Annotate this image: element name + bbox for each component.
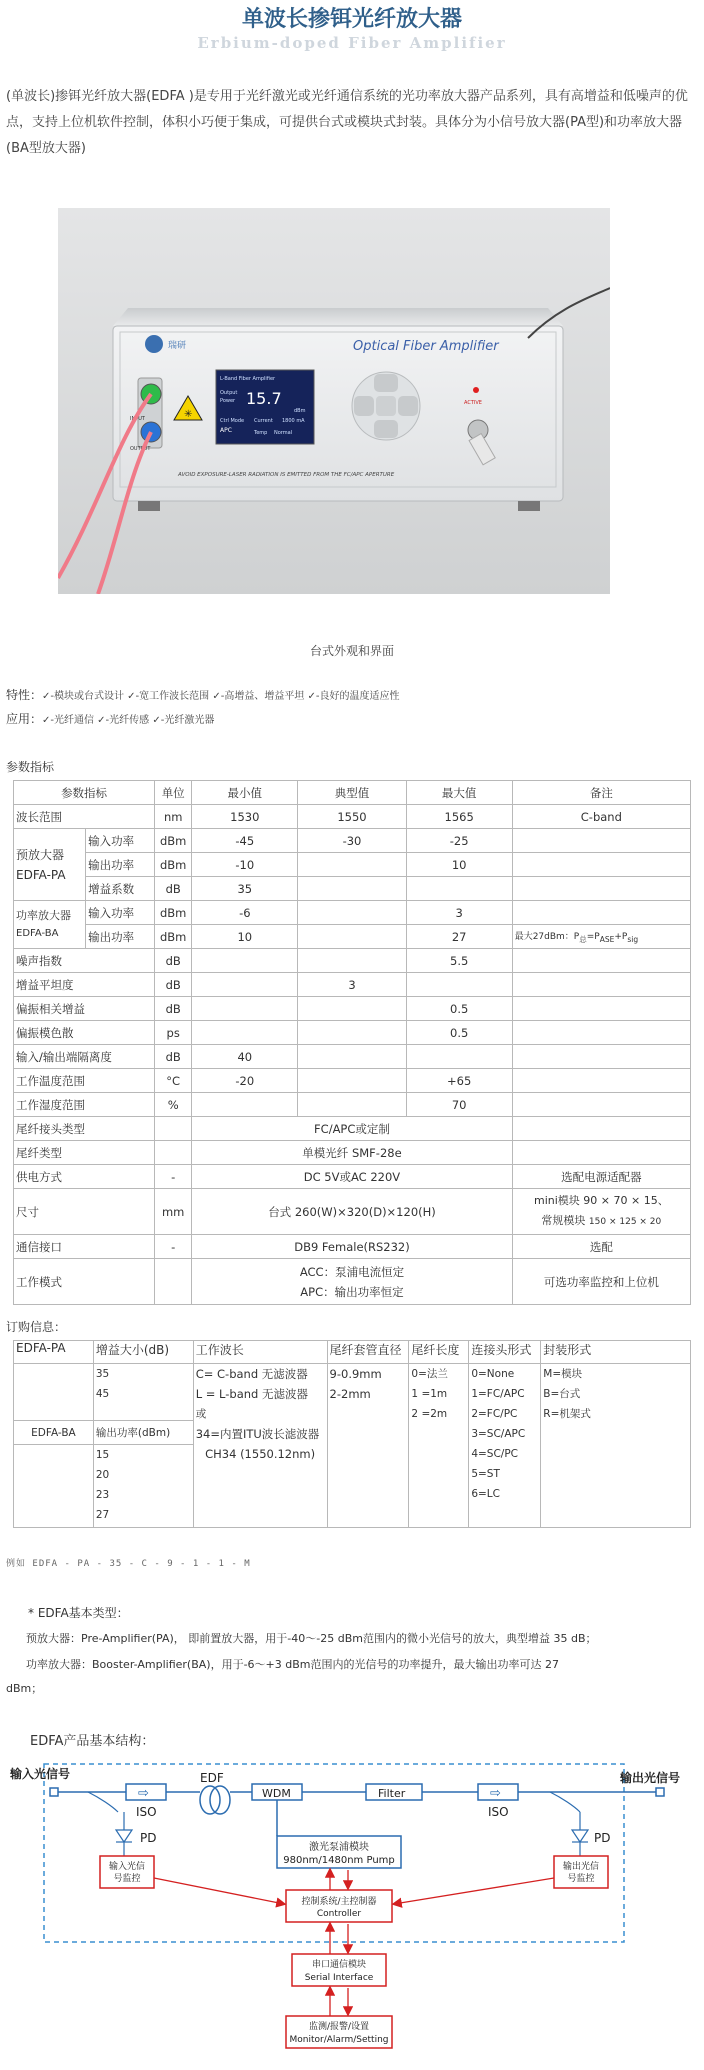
types-title: * EDFA基本类型：	[28, 1606, 129, 1620]
svg-text:⇨: ⇨	[490, 1786, 501, 1801]
table-row: 噪声指数 dB 5.5	[14, 949, 691, 973]
laser-warning: AVOID EXPOSURE-LASER RADIATION IS EMITTED FROM THE FC/APC APERTURE	[178, 472, 395, 478]
page-title: 单波长掺铒光纤放大器	[241, 7, 462, 32]
svg-text:Filter: Filter	[378, 1787, 406, 1800]
ba-power-note: 最大27dBm：$P_总=P_{ASE}+P_{sig}$	[512, 925, 690, 949]
svg-text:输入光信: 输入光信	[108, 1862, 146, 1872]
svg-text:⇨: ⇨	[138, 1786, 149, 1801]
port-out-label: OUTPUT	[130, 446, 151, 452]
svg-text:✳: ✳	[184, 409, 193, 420]
table-row: 波长范围 nm 1530 1550 1565 C-band	[14, 805, 691, 829]
page-subtitle: Erbium-doped Fiber Amplifier	[197, 34, 507, 52]
order-table	[13, 1340, 691, 1528]
svg-text:Current: Current	[254, 418, 273, 424]
svg-text:L-Band Fiber Amplifier: L-Band Fiber Amplifier	[220, 376, 276, 382]
table-row: 增益系数 dB 35	[14, 877, 691, 901]
product-photo	[58, 208, 610, 594]
order-example: 例如 EDFA - PA - 35 - C - 9 - 1 - 1 - M	[6, 1559, 251, 1569]
edfa-structure-diagram	[0, 1754, 704, 2070]
spec-section-title: 参数指标	[6, 760, 55, 774]
pa-description: 预放大器：Pre-Amplifier(PA)， 即前置放大器，用于-40～-25 dBm范围内的微小光信号的放大，典型增益 35 dB；	[26, 1632, 597, 1645]
table-row: EDFA-BA 输出功率(dBm)	[14, 1421, 691, 1445]
svg-text:号监控: 号监控	[113, 1874, 141, 1884]
table-row: 通信接口 - DB9 Female(RS232) 选配	[14, 1235, 691, 1259]
intro-paragraph: (单波长)掺铒光纤放大器(EDFA )是专用于光纤激光或光纤通信系统的光功率放大器产品系列，具有高增益和低噪声的优点，支持上位机软件控制，体积小巧便于集成，可提供台式或模块式封装。具体分为小信号放大器(PA型)和功率放大器(BA型放大器)	[6, 89, 688, 156]
table-row: EDFA-PA 增益大小(dB) 工作波长 尾纤套管直径 尾纤长度 连接头形式 封装形式	[14, 1341, 691, 1364]
photo-caption: 台式外观和界面	[309, 644, 394, 658]
table-row: 15 20 23 27	[14, 1445, 691, 1528]
structure-title: EDFA产品基本结构：	[30, 1734, 155, 1749]
port-in-label: INPUT	[130, 416, 145, 422]
svg-text:串口通信模块: 串口通信模块	[311, 1960, 367, 1970]
table-row: 参数指标 单位 最小值 典型值 最大值 备注	[14, 781, 691, 805]
table-row: 偏振模色散 ps 0.5	[14, 1021, 691, 1045]
svg-text:EDF: EDF	[200, 1771, 224, 1785]
table-row: 工作温度范围 °C -20 +65	[14, 1069, 691, 1093]
svg-text:控制系统/主控制器: 控制系统/主控制器	[301, 1897, 377, 1907]
svg-text:ISO: ISO	[488, 1805, 509, 1819]
svg-text:ISO: ISO	[136, 1805, 157, 1819]
table-row: 工作模式 ACC：泵浦电流恒定 APC：输出功率恒定 可选功率监控和上位机	[14, 1259, 691, 1305]
product-name: Optical Fiber Amplifier	[353, 339, 499, 354]
svg-text:PD: PD	[140, 1831, 157, 1845]
svg-text:激光泵浦模块: 激光泵浦模块	[309, 1842, 369, 1853]
table-row: 输出功率 dBm 10 27 最大27dBm：$P_总=P_{ASE}+P_{sig}$	[14, 925, 691, 949]
lcd-power-value: 15.7	[246, 389, 282, 408]
table-row: 尺寸 mm 台式 260(W)×320(D)×120(H) mini模块 90 × 70 × 15、 常规模块 150 × 125 × 20	[14, 1189, 691, 1235]
svg-text:监测/报警/设置: 监测/报警/设置	[308, 2022, 370, 2032]
applications-line: 应用：✓-光纤通信 ✓-光纤传感 ✓-光纤激光器	[6, 712, 215, 726]
svg-text:WDM: WDM	[262, 1787, 291, 1800]
svg-text:980nm/1480nm Pump: 980nm/1480nm Pump	[283, 1855, 395, 1866]
table-row: 输出功率 dBm -10 10	[14, 853, 691, 877]
table-row: 尾纤接头类型 FC/APC或定制	[14, 1117, 691, 1141]
svg-text:Temp: Temp	[254, 430, 268, 436]
table-row: 预放大器 EDFA-PA 输入功率 dBm -45 -30 -25	[14, 829, 691, 853]
input-signal-label: 输入光信号	[10, 1767, 71, 1781]
svg-text:Output: Output	[220, 390, 238, 396]
active-led-label: ACTIVE	[464, 400, 482, 406]
svg-text:Serial Interface: Serial Interface	[304, 1973, 374, 1983]
table-row: 偏振相关增益 dB 0.5	[14, 997, 691, 1021]
table-row: 工作湿度范围 % 70	[14, 1093, 691, 1117]
svg-text:Normal: Normal	[274, 430, 293, 436]
table-row: 35 45 C= C-band 无滤波器 L = L-band 无滤波器 或 34=内置ITU波长滤波器 CH34 (1550.12nm) 9-0.9mm 2-2mm 0=法兰 1 =1m 2 =2m 0=None 1=FC/APC 2=FC/PC 3=SC/APC 4=SC/PC 5=ST 6=LC M=模块 B=台式 R=机架式	[14, 1364, 691, 1421]
output-signal-label: 输出光信号	[620, 1771, 681, 1785]
svg-text:输出光信: 输出光信	[562, 1862, 600, 1872]
direction-keypad[interactable]	[352, 372, 420, 440]
svg-text:dBm: dBm	[294, 408, 306, 414]
order-section-title: 订购信息：	[6, 1320, 67, 1334]
brand-logo: 瑞研	[168, 341, 187, 351]
svg-text:Ctrl Mode: Ctrl Mode	[220, 418, 245, 424]
table-row: 尾纤类型 单模光纤 SMF-28e	[14, 1141, 691, 1165]
table-row: 增益平坦度 dB 3	[14, 973, 691, 997]
table-row: 功率放大器 EDFA-BA 输入功率 dBm -6 3	[14, 901, 691, 925]
svg-text:PD: PD	[594, 1831, 611, 1845]
svg-text:Controller: Controller	[316, 1909, 362, 1919]
svg-text:号监控: 号监控	[567, 1874, 595, 1884]
svg-text:1800 mA: 1800 mA	[282, 418, 305, 424]
svg-text:Power: Power	[220, 398, 236, 404]
features-line: 特性：✓-模块或台式设计 ✓-宽工作波长范围 ✓-高增益、增益平坦 ✓-良好的温度适应性	[6, 688, 400, 702]
ba-description: 功率放大器：Booster-Amplifier(BA)，用于-6～+3 dBm范围内的光信号的功率提升，最大输出功率可达 27	[26, 1658, 559, 1671]
ba-description-cont: dBm；	[6, 1682, 43, 1695]
table-row: 供电方式 - DC 5V或AC 220V 选配电源适配器	[14, 1165, 691, 1189]
svg-text:APC: APC	[220, 427, 232, 434]
svg-text:Monitor/Alarm/Setting: Monitor/Alarm/Setting	[289, 2035, 389, 2045]
spec-table	[13, 780, 691, 1305]
table-row: 输入/输出端隔离度 dB 40	[14, 1045, 691, 1069]
